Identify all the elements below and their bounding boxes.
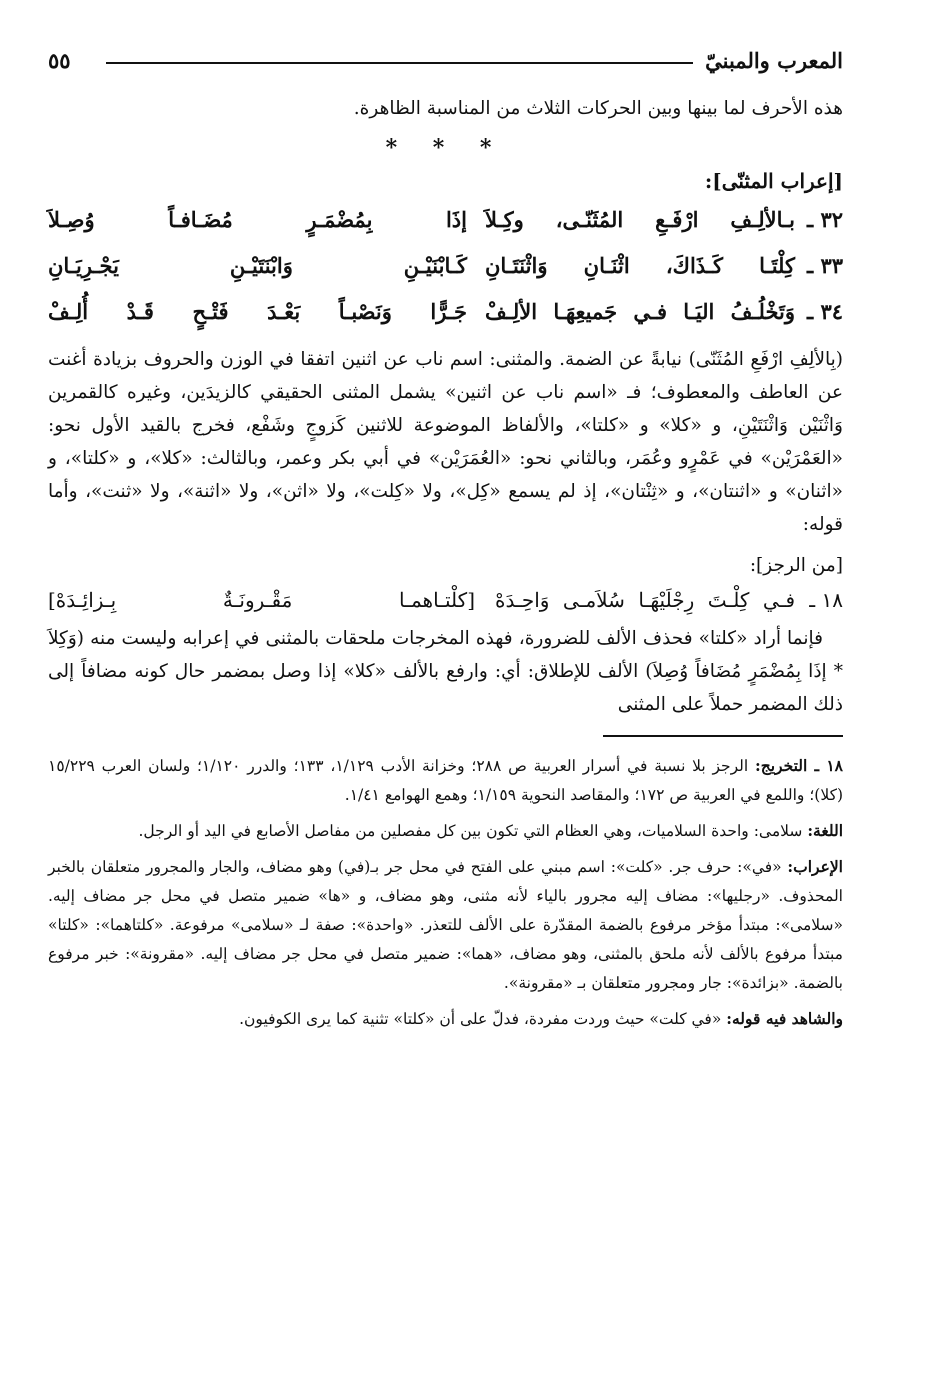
footnote-text: «في كلت» حيث وردت مفردة، فدلّ على أن «كلتا» تثنية كما يرى الكوفيون. [239,1010,722,1028]
footnote-text: «في»: حرف جر. «كلت»: اسم مبني على الفتح في محل جر بـ(في) وهو مضاف، والجار والمجرور متعلقان بالخبر المحذوف. «رجليها»: مضاف إليه مجرور بالياء لأنه مثنى، وهو مضاف، و «ها» ضمير متصل في محل جر مضاف إليه. «سلامى»: مبتدأ مؤخر مرفوع بالضمة المقدّرة على الألف للتعذر. «واحدة»: صفة لـ «سلامى» مرفوعة. «كلتاهما»: «كلتا» مبتدأ مرفوع بالألف لأنه ملحق بالمثنى، وهو مضاف، «هما»: ضمير متصل في محل جر مضاف إليه. «مقرونة»: خبر مرفوع بالضمة. «بزائدة»: جار ومجرور متعلقان بـ «مقرونة». [48,858,843,992]
footnote-lugha [48,816,843,846]
footnote-rule [603,735,843,737]
verse-second-hemistich: إذَا بِمُضْمَـرٍ مُضَـافـاً وُصِـلاَ [48,207,467,232]
quoted-verse [48,578,843,622]
verse-number: ٣٣ ـ [806,253,843,278]
verse-number: ١٨ ـ [809,588,843,612]
verse-line [48,197,843,243]
page-header [48,40,843,80]
verse-second-hemistich: [كلْتـاهمـا مَقْـرونَـةٌ بِـزائِـدَهْ] [48,588,475,612]
verse-first-hemistich: بـالألِـفِ ارْفَـعِ المُثَنّـى، وكِـلاَ [485,207,795,232]
footnote-text: سلامى: واحدة السلاميات، وهي العظام التي تكون بين كل مفصلين من مفاصل الأصابع في اليد أو الرجل. [138,822,803,840]
footnote-text: الرجز بلا نسبة في أسرار العربية ص ٢٨٨؛ وخزانة الأدب ١/١٢٩، ١٣٣؛ والدرر ١/١٢٠؛ ولسان العرب ١٥/٢٢٩ (كلا)؛ واللمع في العربية ص ١٧٢؛ والمقاصد النحوية ١/١٥٩؛ وهمع الهوامع ١/٤١. [48,757,843,804]
verse-first-hemistich: كِلْتَـا كَـذَاكَ، اثْنَـانِ وَاثْنَتَـانِ [485,253,795,278]
page [48,40,843,1040]
after-quote-paragraph: فإنما أراد «كلتا» فحذف الألف للضرورة، فهذه المخرجات ملحقات بالمثنى في إعرابه وليست منه (وَكِلاَ * إذَا بِمُضْمَرٍ مُضَافاً وُصِلاَ) الألف للإطلاق: أي: وارفع بالألف «كلا» إذا وصل بمضمر حال كونه مضافاً إلى ذلك المضمر حملاً على المثنى [48,628,843,715]
footnote-irab [48,852,843,998]
footnote-label: والشاهد فيه قوله: [726,1009,843,1028]
verse-number: ٣٢ ـ [806,207,843,232]
footnote-label: ١٨ ـ التخريج: [755,756,843,775]
section-title: [إعراب المثنّى]: [704,169,843,193]
meter-label: [من الرجز]: [749,555,843,576]
explanation-paragraph: (بِالألِفِ ارْفَعِ المُثَنّى) نيابةً عن الضمة. والمثنى: اسم ناب عن اثنين اتفقا في الوزن والحروف بزيادة أغنت عن العاطف والمعطوف؛ فـ «اسم ناب عن اثنين» يشمل المثنى الحقيقي كالزيدَين، وغيره كالقمرين وَاثْنَيْن وَاثْنَتَيْنِ، و «كلا» و «كلتا»، والألفاظ الموضوعة للاثنين كَزوجٍ وشَفْع، فخرج بالقيد الأول نحو: «العَمْرَيْن» في عَمْرٍو وعُمَر، وبالثاني نحو: «العُمَرَيْن» في أبي بكر وعمر، وبالثالث: «كلا»، و «كلتا»، و «اثنان» و «اثنتان»، و «ثِنْتان»، إذ لم يسمع «كِل»، ولا «كِلت»، ولا «اثن»، ولا «اثنة»، ولا «ثنت»، وأما قوله: [48,349,843,535]
footnote-label: اللغة: [807,821,843,840]
footnote-label: الإعراب: [787,857,843,876]
alfiyya-verses [48,197,843,335]
header-rule [106,62,693,64]
footnote-takhrij [48,751,843,810]
verse-first-hemistich: وَتَخْلُـفُ اليَـا فـي جَميعِهَـا الألِـفْ [485,299,795,324]
page-number: ٥٥ [48,48,71,73]
verse-first-hemistich: فـي كِلْـتَ رِجْلَيْهَـا سُلاَمـى وَاحِـدَهْ [495,588,795,612]
footnotes [48,751,843,1034]
verse-line [48,243,843,289]
verse-line [48,289,843,335]
intro-paragraph: هذه الأحرف لما بينها وبين الحركات الثلاث من المناسبة الظاهرة. [353,98,843,119]
footnote-shahid [48,1004,843,1034]
verse-second-hemistich: كَـابْنَيْـنِ وَابْنَتَيْـنِ يَجْـرِيَـانِ [48,253,467,278]
running-title: المعرب والمبنيّ [705,48,843,73]
section-separator: * * * [385,135,506,161]
verse-second-hemistich: جَـرًّا وَنَصْبـاً بَعْـدَ فَتْـحٍ قَـدْ أُلِـفْ [48,299,467,324]
verse-number: ٣٤ ـ [806,299,843,324]
